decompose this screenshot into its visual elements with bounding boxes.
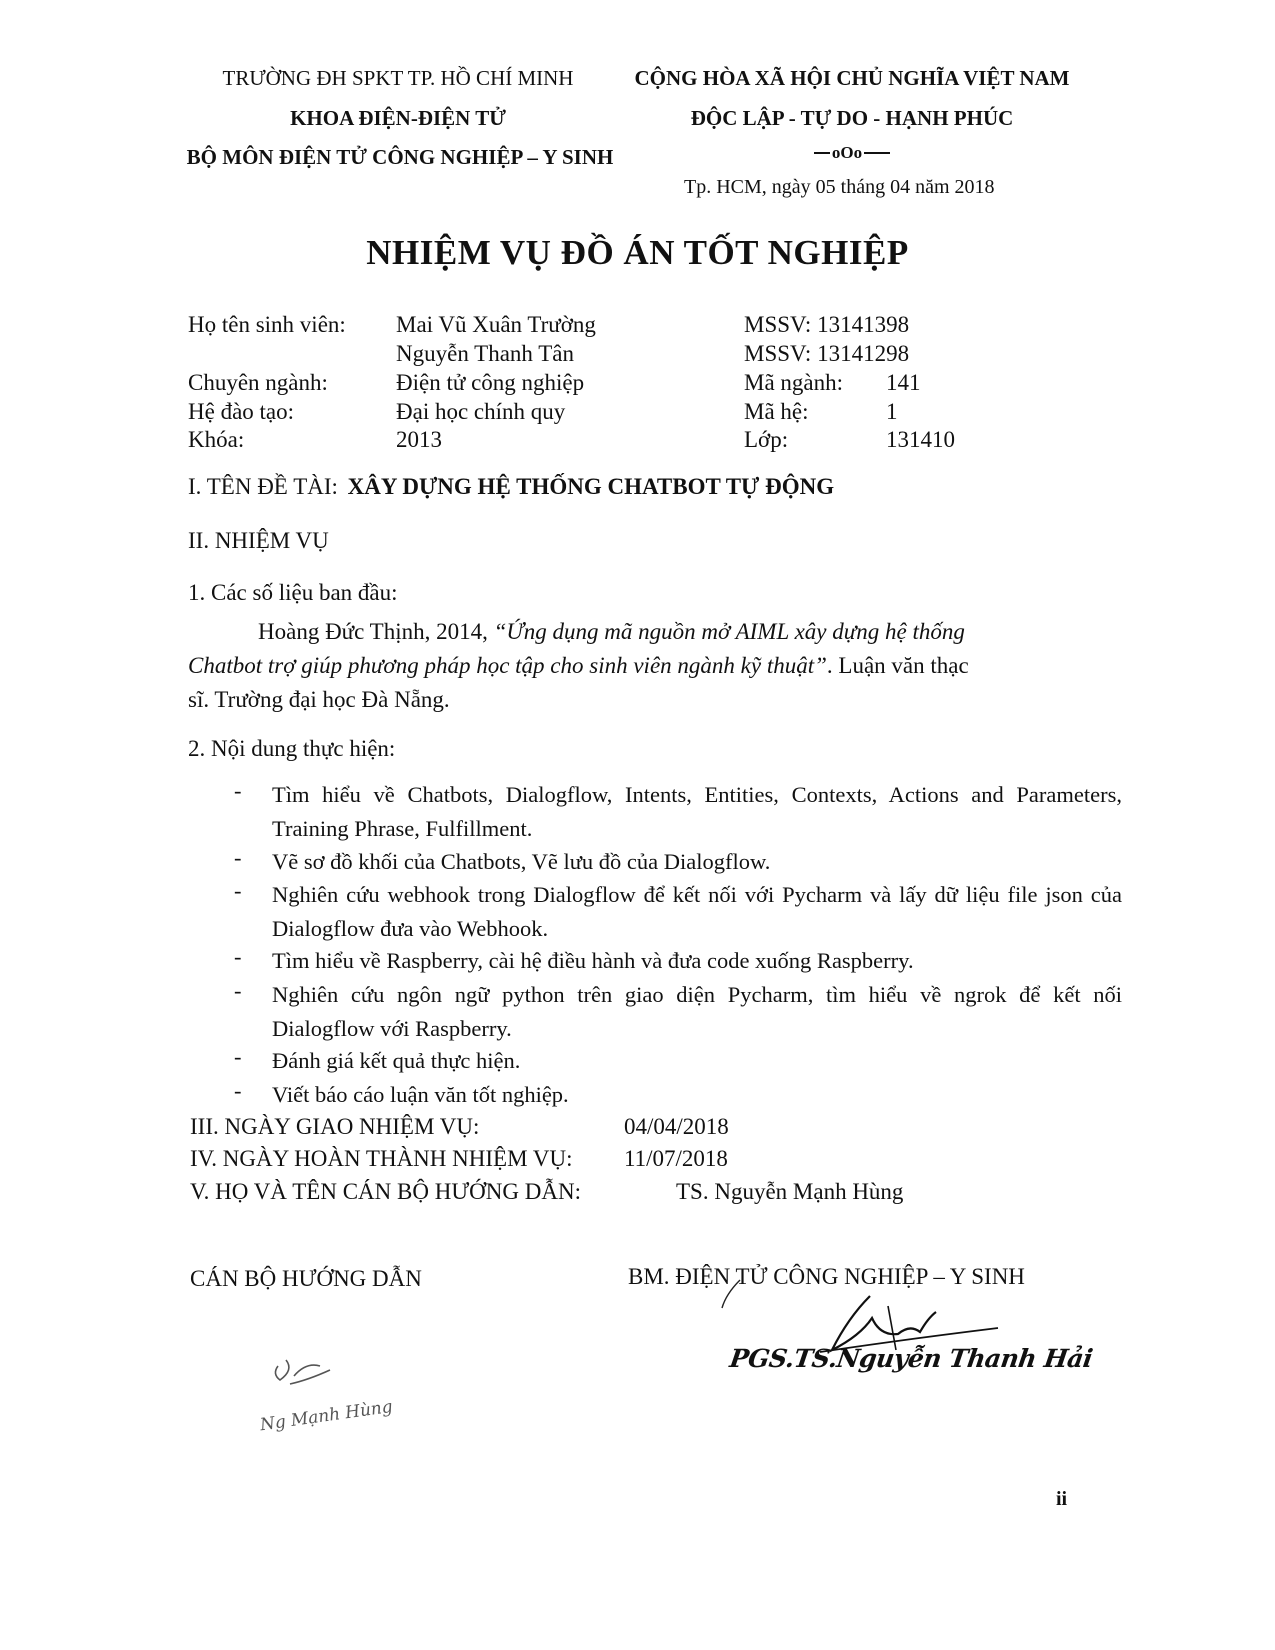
reference-author: Hoàng Đức Thịnh, 2014, (258, 619, 494, 644)
thesis-topic: XÂY DỰNG HỆ THỐNG CHATBOT TỰ ĐỘNG (347, 474, 835, 499)
name-label: Họ tên sinh viên: (188, 312, 346, 337)
ornament-text: oOo (831, 143, 863, 162)
system-code-label: Mã hệ: (744, 399, 809, 424)
faculty-name: KHOA ĐIỆN-ĐIỆN TỬ (290, 106, 506, 130)
bullet-text: Nghiên cứu webhook trong Dialogflow để kết nối với Pycharm và lấy dữ liệu file json của Dialogflow đưa vào Webhook. (272, 882, 1122, 941)
bullet-text: Viết báo cáo luận văn tốt nghiệp. (272, 1082, 569, 1107)
major-code-label: Mã ngành: (744, 370, 844, 395)
section2-heading: II. NHIỆM VỤ (188, 528, 329, 553)
list-item (0, 1078, 1275, 1112)
student1-id: MSSV: 13141398 (744, 312, 910, 337)
list-item (0, 845, 1275, 879)
list-item (0, 878, 1275, 948)
student1-name: Mai Vũ Xuân Trường (396, 312, 596, 337)
assign-date-value: 04/04/2018 (624, 1114, 729, 1139)
advisor-name: TS. Nguyễn Mạnh Hùng (676, 1179, 904, 1204)
student2-id: MSSV: 13141298 (744, 341, 910, 366)
reference-line-2 (188, 648, 969, 684)
department-name: BỘ MÔN ĐIỆN TỬ CÔNG NGHIỆP – Y SINH (186, 145, 614, 169)
list-item (0, 1044, 1275, 1078)
bullet-dash: - (234, 778, 242, 803)
advisor-signature (250, 1340, 410, 1440)
class-label: Lớp: (744, 427, 789, 452)
major-label: Chuyên ngành: (188, 370, 328, 395)
page-title: NHIỆM VỤ ĐỒ ÁN TỐT NGHIỆP (366, 233, 909, 272)
complete-date-value: 11/07/2018 (624, 1146, 728, 1171)
advisor-signature-text: Ng Mạnh Hùng (258, 1396, 394, 1436)
section1-label: I. TÊN ĐỀ TÀI: (188, 474, 338, 499)
student2-name: Nguyễn Thanh Tân (396, 341, 575, 366)
assign-date-label: III. NGÀY GIAO NHIỆM VỤ: (190, 1114, 480, 1139)
bullet-text: Tìm hiểu về Raspberry, cài hệ điều hành và đưa code xuống Raspberry. (272, 948, 914, 973)
list-item (0, 978, 1275, 1048)
system-value: Đại học chính quy (396, 399, 566, 424)
bullet-text: Tìm hiểu về Chatbots, Dialogflow, Intents, Entities, Contexts, Actions and Parameters, Training Phrase, Fulfillment. (272, 782, 1122, 841)
list-item (0, 778, 1275, 848)
advisor-signature-title: CÁN BỘ HƯỚNG DẪN (190, 1266, 422, 1291)
page-number: ii (1056, 1488, 1068, 1510)
advisor-label: V. HỌ VÀ TÊN CÁN BỘ HƯỚNG DẪN: (190, 1179, 581, 1204)
university-name: TRƯỜNG ĐH SPKT TP. HỒ CHÍ MINH (222, 66, 574, 90)
bullet-dash: - (234, 944, 242, 969)
system-code-value: 1 (886, 399, 898, 424)
bullet-dash: - (234, 878, 242, 903)
reference-line-1 (258, 614, 965, 650)
section1-heading (188, 474, 834, 500)
class-value: 131410 (886, 427, 955, 452)
reference-line-3: sĩ. Trường đại học Đà Nẵng. (188, 687, 450, 712)
reference-title-part1: “Ứng dụng mã nguồn mở AIML xây dựng hệ thống (493, 619, 965, 644)
bullet-dash: - (234, 978, 242, 1003)
header-ornament (797, 143, 907, 165)
national-slogan: ĐỘC LẬP - TỰ DO - HẠNH PHÚC (690, 106, 1014, 130)
bullet-dash: - (234, 1044, 242, 1069)
document-date: Tp. HCM, ngày 05 tháng 04 năm 2018 (684, 176, 995, 198)
initial-data-label: 1. Các số liệu ban đầu: (188, 580, 398, 605)
bullet-dash: - (234, 1078, 242, 1103)
bullet-text: Nghiên cứu ngôn ngữ python trên giao diện Pycharm, tìm hiểu về ngrok để kết nối Dialogflow với Raspberry. (272, 982, 1122, 1041)
bullet-text: Đánh giá kết quả thực hiện. (272, 1048, 521, 1073)
reference-type: . Luận văn thạc (826, 653, 969, 678)
major-value: Điện tử công nghiệp (396, 370, 585, 395)
major-code-value: 141 (886, 370, 921, 395)
list-item (0, 944, 1275, 978)
course-value: 2013 (396, 427, 442, 452)
reference-title-part2: Chatbot trợ giúp phương pháp học tập cho sinh viên ngành kỹ thuật” (188, 653, 827, 678)
course-label: Khóa: (188, 427, 245, 452)
bullet-dash: - (234, 845, 242, 870)
system-label: Hệ đào tạo: (188, 399, 295, 424)
content-label: 2. Nội dung thực hiện: (188, 736, 396, 761)
department-head-name: PGS.TS.Nguyễn Thanh Hải (727, 1344, 1095, 1373)
country-motto: CỘNG HÒA XÃ HỘI CHỦ NGHĨA VIỆT NAM (634, 66, 1070, 90)
complete-date-label: IV. NGÀY HOÀN THÀNH NHIỆM VỤ: (190, 1146, 573, 1171)
department-signature-title: BM. ĐIỆN TỬ CÔNG NGHIỆP – Y SINH (628, 1264, 1025, 1289)
bullet-text: Vẽ sơ đồ khối của Chatbots, Vẽ lưu đồ của Dialogflow. (272, 849, 771, 874)
